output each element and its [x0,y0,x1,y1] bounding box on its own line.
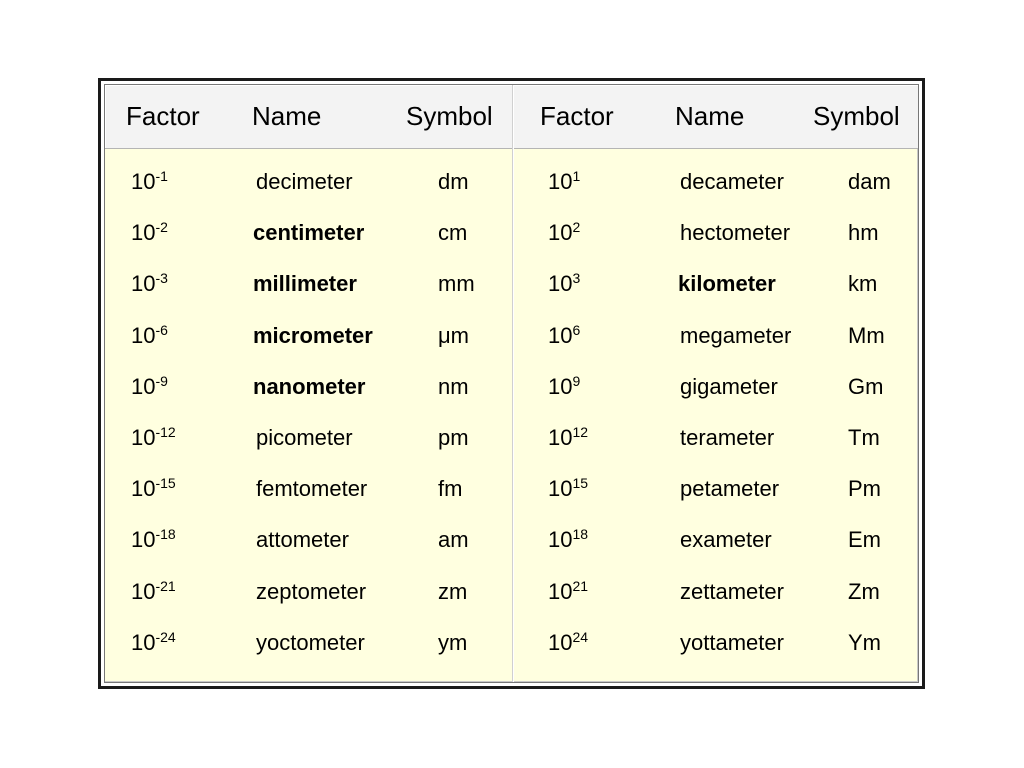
factor-right-1 [548,220,580,248]
unit-name-left-5: picometer [256,425,353,450]
unit-symbol-right-0: dam [848,169,891,194]
factor-base: 10 [548,169,573,194]
unit-symbol-left-9: ym [438,630,468,655]
unit-name-left-1: centimeter [253,220,365,245]
factor-base: 10 [548,425,573,450]
unit-name-left-8: zeptometer [256,579,367,604]
factor-base: 10 [548,220,573,245]
factor-base: 10 [548,527,573,552]
factor-base: 10 [548,579,573,604]
factor-exponent: -3 [155,270,168,286]
factor-base: 10 [131,323,156,348]
unit-name-left-7: attometer [256,527,349,552]
factor-right-5 [548,425,588,453]
unit-name-right-7: exameter [680,527,772,552]
unit-name-left-0: decimeter [256,169,353,194]
factor-right-8 [548,579,588,607]
unit-name-left-6: femtometer [256,476,368,501]
factor-left-8 [131,579,176,607]
unit-name-left-2: millimeter [253,271,357,296]
factor-base: 10 [131,425,156,450]
factor-right-4 [548,374,580,402]
factor-left-0 [131,169,168,197]
factor-exponent: -15 [155,475,176,491]
factor-exponent: 3 [572,270,581,286]
factor-exponent: 9 [572,373,581,389]
factor-left-5 [131,425,176,453]
factor-left-7 [131,527,176,555]
factor-left-4 [131,374,168,402]
unit-name-right-0: decameter [680,169,784,194]
unit-symbol-left-6: fm [438,476,463,501]
factor-base: 10 [131,220,156,245]
header-factor-left: Factor [126,101,200,131]
factor-exponent: -6 [155,322,168,338]
factor-exponent: 6 [572,322,581,338]
unit-symbol-right-4: Gm [848,374,884,399]
unit-symbol-right-6: Pm [848,476,881,501]
factor-base: 10 [548,374,573,399]
factor-left-9 [131,630,176,658]
unit-name-right-9: yottameter [680,630,784,655]
factor-right-7 [548,527,588,555]
factor-base: 10 [131,271,156,296]
factor-base: 10 [548,476,573,501]
unit-symbol-right-2: km [848,271,878,296]
header-symbol-right: Symbol [813,101,900,131]
unit-name-right-8: zettameter [680,579,784,604]
unit-symbol-left-0: dm [438,169,469,194]
unit-name-right-3: megameter [680,323,792,348]
unit-symbol-right-9: Ym [848,630,881,655]
unit-name-right-1: hectometer [680,220,791,245]
unit-name-left-4: nanometer [253,374,366,399]
unit-name-right-5: terameter [680,425,775,450]
header-name-right: Name [675,101,745,131]
factor-exponent: 21 [572,578,589,594]
unit-name-right-2: kilometer [678,271,776,296]
unit-name-left-9: yoctometer [256,630,365,655]
factor-exponent: 1 [572,168,581,184]
factor-base: 10 [131,374,156,399]
header-symbol-left: Symbol [406,101,493,131]
factor-exponent: 24 [572,629,589,645]
factor-base: 10 [131,579,156,604]
header-name-left: Name [252,101,322,131]
factor-base: 10 [548,630,573,655]
unit-symbol-left-8: zm [438,579,468,604]
factor-left-3 [131,323,168,351]
factor-right-6 [548,476,588,504]
unit-symbol-right-3: Mm [848,323,885,348]
unit-name-right-4: gigameter [680,374,778,399]
factor-exponent: 2 [572,219,581,235]
unit-name-left-3: micrometer [253,323,373,348]
factor-left-6 [131,476,176,504]
column-divider [512,85,514,682]
factor-exponent: -9 [155,373,168,389]
factor-base: 10 [548,271,573,296]
unit-symbol-right-5: Tm [848,425,880,450]
factor-base: 10 [548,323,573,348]
factor-exponent: -21 [155,578,176,594]
unit-symbol-left-4: nm [438,374,469,399]
factor-right-2 [548,271,580,299]
unit-symbol-right-7: Em [848,527,881,552]
unit-symbol-left-5: pm [438,425,469,450]
factor-exponent: 18 [572,526,589,542]
factor-right-0 [548,169,580,197]
unit-symbol-right-1: hm [848,220,879,245]
unit-symbol-left-2: mm [438,271,475,296]
unit-symbol-left-1: cm [438,220,468,245]
factor-exponent: -24 [155,629,176,645]
unit-symbol-right-8: Zm [848,579,880,604]
unit-symbol-left-3: μm [438,323,470,348]
factor-base: 10 [131,630,156,655]
unit-symbol-left-7: am [438,527,469,552]
factor-exponent: -12 [155,424,176,440]
factor-exponent: 12 [572,424,589,440]
factor-base: 10 [131,476,156,501]
factor-exponent: 15 [572,475,589,491]
factor-exponent: -1 [155,168,168,184]
factor-exponent: -18 [155,526,176,542]
factor-base: 10 [131,169,156,194]
prefix-table-frame [98,78,925,689]
unit-name-right-6: petameter [680,476,780,501]
factor-right-9 [548,630,588,658]
factor-left-2 [131,271,168,299]
factor-base: 10 [131,527,156,552]
header-factor-right: Factor [540,101,614,131]
factor-left-1 [131,220,168,248]
prefix-table [104,84,919,683]
factor-exponent: -2 [155,219,168,235]
factor-right-3 [548,323,580,351]
